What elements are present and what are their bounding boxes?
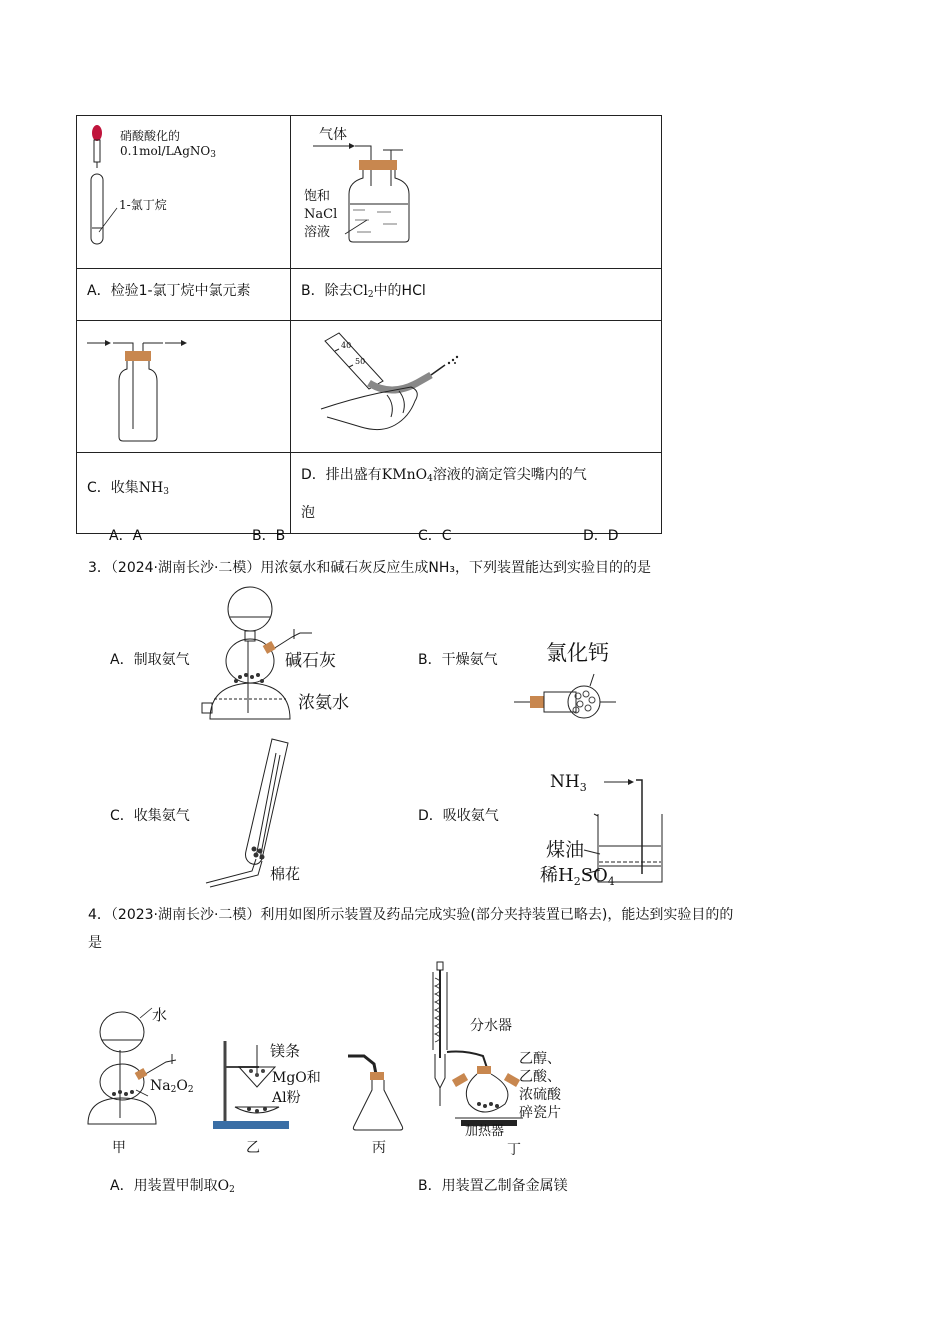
wash-bottle: [349, 170, 409, 242]
reagent-line-1: 硝酸酸化的: [120, 129, 181, 143]
label-ding: 丁: [507, 1142, 521, 1158]
gas-bottle: [119, 361, 157, 441]
conical-flask: [353, 1080, 402, 1130]
burette-mark-50: 50: [355, 357, 366, 366]
q2-options-table: [76, 115, 662, 534]
dilute-acid-label: 稀$H_2SO_4$: [540, 865, 615, 888]
reagent-line-2: 0.1mol/LAgNO$_3$: [120, 144, 216, 160]
solution-label-3: 溶液: [304, 225, 331, 240]
stopper: [359, 160, 397, 170]
kmno4-formula: KMnO: [381, 467, 428, 483]
drying-tube-figure: [510, 660, 620, 720]
ding-heater-label: 加热器: [465, 1124, 505, 1139]
burette-mark-40: 40: [341, 341, 352, 350]
q3-option-b[interactable]: B．干燥氨气: [418, 652, 498, 668]
cell-b-figure: [291, 116, 662, 269]
option-c-caption: C．收集$NH_3$: [87, 480, 169, 497]
hand: [321, 387, 417, 430]
label-bing: 丙: [372, 1140, 386, 1156]
apparatus-jia-figure: [80, 1000, 190, 1130]
answer-d[interactable]: D．D: [583, 528, 619, 544]
jia-water-label: 水: [152, 1006, 168, 1024]
collection-bottle-figure: [77, 321, 290, 448]
q4-stem-line2: 是: [88, 935, 102, 951]
answer-b[interactable]: B．B: [252, 528, 286, 544]
q4-option-b[interactable]: B．用装置乙制备金属镁: [418, 1178, 568, 1194]
answer-a[interactable]: A．A: [109, 528, 143, 544]
yi-mix-label-2: Al粉: [272, 1090, 301, 1106]
cell-a-figure: [77, 116, 291, 269]
dropper-bulb: [92, 125, 102, 141]
gas-label: 气体: [319, 127, 347, 143]
rubber-tube: [369, 375, 431, 390]
ding-separator-label: 分水器: [470, 1018, 512, 1034]
nh3-formula: NH: [138, 480, 164, 496]
option-d-caption-line2: 泡: [301, 505, 315, 521]
cell-d-caption: [291, 453, 662, 534]
yi-mix-label-1: MgO和: [272, 1070, 321, 1086]
agno3-test-figure: [77, 116, 290, 264]
label-jia: 甲: [112, 1140, 126, 1156]
dropper-tube: [94, 140, 100, 162]
solution-label-1: 饱和: [304, 189, 331, 204]
ding-reagent-2: 乙酸、: [519, 1069, 561, 1085]
kerosene-label: 煤油: [546, 839, 585, 861]
q3-option-d[interactable]: D．吸收氨气: [418, 808, 499, 824]
agno3-formula: 0.1mol/LAgNO: [120, 144, 211, 158]
option-b-caption: B．除去$Cl_2$中的HCl: [301, 283, 426, 300]
test-tube: [91, 174, 103, 244]
ding-reagent-4: 碎瓷片: [519, 1105, 561, 1121]
burette: [325, 333, 383, 389]
ding-reagent-3: 浓硫酸: [519, 1087, 561, 1103]
kipp-solid-label: 碱石灰: [285, 651, 336, 671]
kipp-liquid-label: 浓氨水: [298, 693, 349, 713]
label-yi: 乙: [246, 1140, 260, 1156]
jia-reagent-label: $Na_2O_2$: [150, 1078, 194, 1095]
cell-b-caption: [291, 269, 662, 321]
cell-d-figure: [291, 321, 662, 453]
answer-c[interactable]: C．C: [418, 528, 452, 544]
cl2-formula: Cl: [352, 283, 368, 299]
option-d-caption: D．排出盛有KMnO$_4$溶液的滴定管尖嘴内的气: [301, 467, 587, 484]
solution-label-2: NaCl: [304, 207, 338, 222]
q3-stem: 3．（2024·湖南长沙·二模）用浓氨水和碱石灰反应生成NH₃，下列装置能达到实验目的的是: [88, 560, 652, 576]
cell-c-caption: [77, 453, 291, 534]
nh3-gas-label: $NH_3$: [550, 772, 587, 794]
tube-label: 1-氯丁烷: [119, 198, 167, 212]
cell-a-caption: [77, 269, 291, 321]
stopper: [125, 351, 151, 361]
q3-option-c[interactable]: C．收集氨气: [110, 808, 190, 824]
q4-option-a[interactable]: A．用装置甲制取$O_2$: [110, 1178, 235, 1195]
apparatus-bing-figure: [340, 1050, 420, 1135]
option-a-caption: A．检验1-氯丁烷中氯元素: [87, 283, 251, 299]
yi-strip-label: 镁条: [270, 1042, 301, 1060]
ding-reagent-1: 乙醇、: [519, 1051, 561, 1067]
q4-stem-line1: 4．（2023·湖南长沙·二模）利用如图所示装置及药品完成实验(部分夹持装置已略去)，能达到实验目的的: [88, 907, 734, 923]
drying-reagent-label: 氯化钙: [546, 641, 609, 665]
q3-option-a[interactable]: A．制取氨气: [110, 652, 190, 668]
cell-c-figure: [77, 321, 291, 453]
cotton-label: 棉花: [270, 865, 301, 883]
